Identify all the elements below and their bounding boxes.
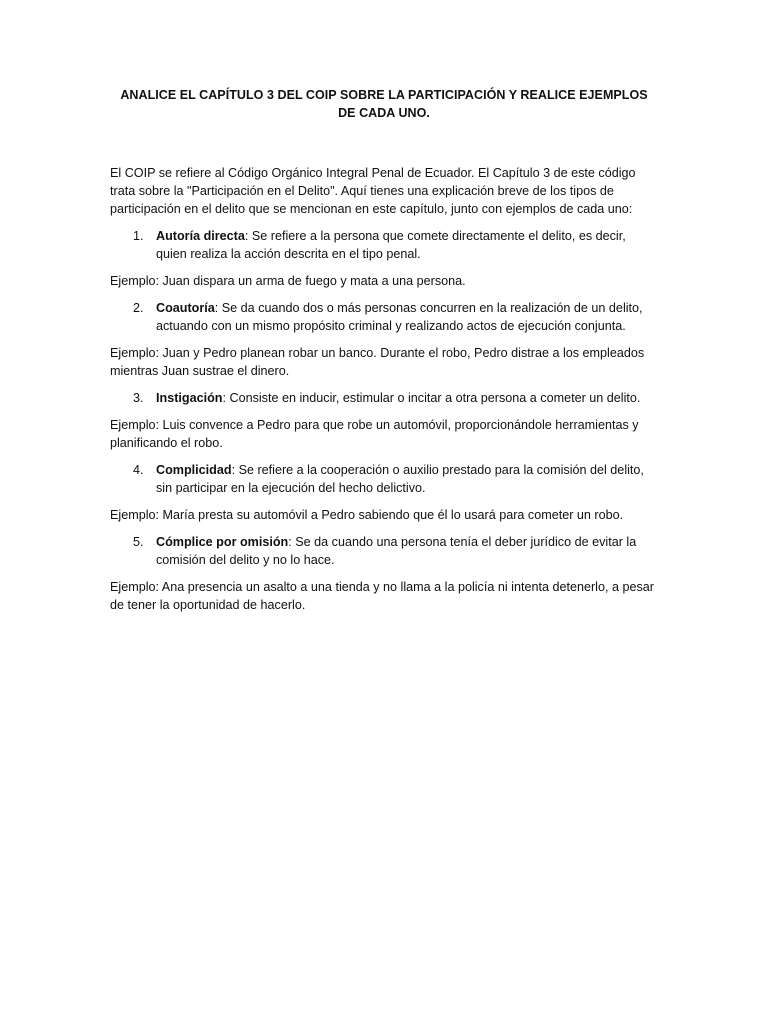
example-paragraph: Ejemplo: Juan y Pedro planean robar un banco. Durante el robo, Pedro distrae a los empleados mientras Juan sustrae el dinero. — [110, 346, 645, 378]
intro-paragraph: El COIP se refiere al Código Orgánico Integral Penal de Ecuador. El Capítulo 3 de este código trata sobre la "Participación en el Delito". Aquí tienes una explicación breve de los tipos de participación en el delito que se mencionan en este capítulo, junto con ejemplos de cada uno: — [110, 166, 636, 216]
term-definition: : Se da cuando una persona tenía el deber jurídico de evitar la comisión del delito y no lo hace. — [156, 535, 637, 567]
term-definition: : Consiste en inducir, estimular o incitar a otra persona a cometer un delito. — [222, 391, 641, 405]
list-number: 5. — [133, 535, 144, 549]
term-label: Coautoría — [156, 301, 215, 315]
term-label: Cómplice por omisión — [156, 535, 289, 549]
list-item-autoria-directa — [110, 227, 658, 263]
example-paragraph: Ejemplo: María presta su automóvil a Pedro sabiendo que él lo usará para cometer un robo. — [110, 508, 624, 522]
list-number: 4. — [133, 463, 144, 477]
term-label: Instigación — [156, 391, 223, 405]
list-item-coautoria — [110, 299, 658, 335]
term-label: Complicidad — [156, 463, 232, 477]
list-number: 1. — [133, 229, 144, 243]
document-body — [110, 86, 658, 623]
term-definition: : Se da cuando dos o más personas concurren en la realización de un delito, actuando con un mismo propósito criminal y realizando actos de ejecución conjunta. — [156, 301, 643, 333]
list-number: 2. — [133, 301, 144, 315]
term-label: Autoría directa — [156, 229, 245, 243]
list-item-complicidad — [110, 461, 658, 497]
term-definition: : Se refiere a la persona que comete directamente el delito, es decir, quien realiza la acción descrita en el tipo penal. — [156, 229, 626, 261]
list-item-complice-por-omision — [110, 533, 658, 569]
example-paragraph: Ejemplo: Juan dispara un arma de fuego y mata a una persona. — [110, 274, 466, 288]
list-number: 3. — [133, 391, 144, 405]
document-title: ANALICE EL CAPÍTULO 3 DEL COIP SOBRE LA PARTICIPACIÓN Y REALICE EJEMPLOS DE CADA UNO. — [120, 88, 648, 120]
example-paragraph: Ejemplo: Luis convence a Pedro para que robe un automóvil, proporcionándole herramientas y planificando el robo. — [110, 418, 639, 450]
term-definition: : Se refiere a la cooperación o auxilio prestado para la comisión del delito, sin participar en la ejecución del hecho delictivo. — [156, 463, 644, 495]
list-item-instigacion — [110, 389, 658, 407]
example-paragraph: Ejemplo: Ana presencia un asalto a una tienda y no llama a la policía ni intenta detenerlo, a pesar de tener la oportunidad de hacerlo. — [110, 580, 654, 612]
